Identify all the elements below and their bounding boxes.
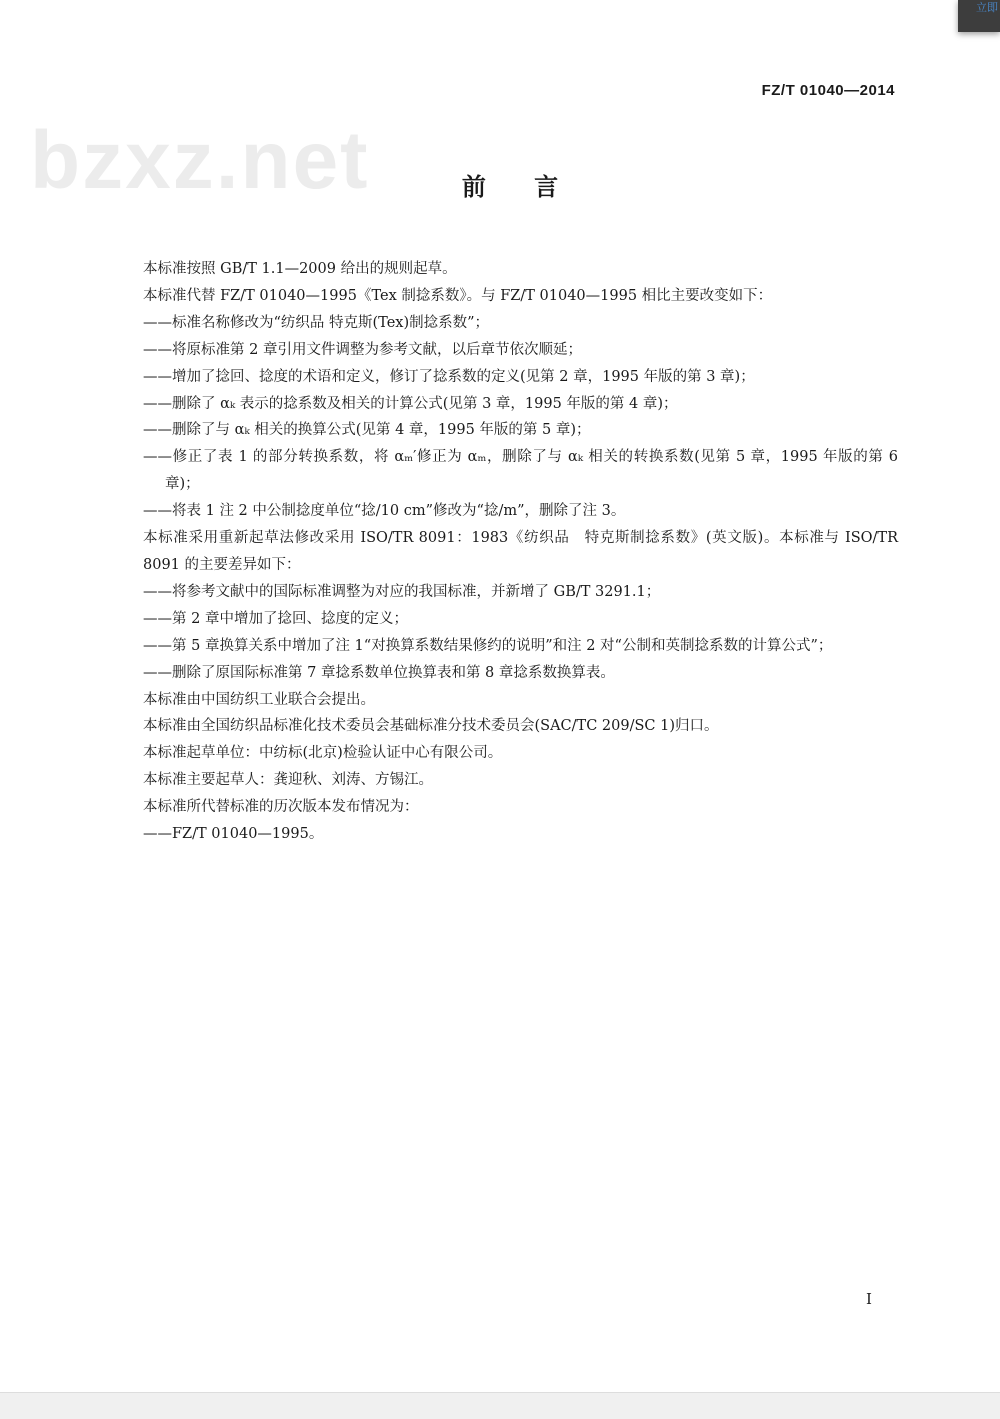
list-item: ——将原标准第 2 章引用文件调整为参考文献，以后章节依次顺延； xyxy=(143,341,582,358)
list-item: ——增加了捻回、捻度的术语和定义，修订了捻系数的定义(见第 2 章，1995 年版的第 3 章)； xyxy=(143,368,755,385)
paragraph: 本标准采用重新起草法修改采用 ISO/TR 8091：1983《纺织品 特克斯制捻系数》(英文版)。本标准与 ISO/TR 8091 的主要差异如下： xyxy=(143,530,898,573)
list-item: ——标准名称修改为“纺织品 特克斯(Tex)制捻系数”； xyxy=(143,314,490,331)
paragraph: 本标准起草单位：中纺标(北京)检验认证中心有限公司。 xyxy=(143,745,503,762)
paragraph: 本标准主要起草人：龚迎秋、刘涛、方锡江。 xyxy=(143,772,433,789)
paragraph: 本标准由中国纺织工业联合会提出。 xyxy=(143,691,375,708)
list-item: ——第 2 章中增加了捻回、捻度的定义； xyxy=(143,610,408,627)
overlay-button-label: 立即 xyxy=(976,1,998,14)
list-item: ——删除了与 αₖ 相关的换算公式(见第 4 章，1995 年版的第 5 章)； xyxy=(143,422,591,439)
paragraph: 本标准代替 FZ/T 01040—1995《Tex 制捻系数》。与 FZ/T 01040—1995 相比主要改变如下： xyxy=(143,287,773,304)
page-number: I xyxy=(866,1290,872,1308)
overlay-button[interactable] xyxy=(958,0,1000,32)
standard-code: FZ/T 01040—2014 xyxy=(761,82,895,99)
list-item: ——将表 1 注 2 中公制捻度单位“捻/10 cm”修改为“捻/m”，删除了注 3。 xyxy=(143,503,626,520)
list-item: ——删除了原国际标准第 7 章捻系数单位换算表和第 8 章捻系数换算表。 xyxy=(143,664,615,681)
list-item: ——FZ/T 01040—1995。 xyxy=(143,826,324,843)
list-item: ——修正了表 1 的部分转换系数，将 αₘ′修正为 αₘ，删除了与 αₖ 相关的转换系数(见第 5 章，1995 年版的第 6 章)； xyxy=(143,449,898,493)
document-body xyxy=(143,256,898,848)
paragraph: 本标准按照 GB/T 1.1—2009 给出的规则起草。 xyxy=(143,261,457,277)
list-item: ——删除了 αₖ 表示的捻系数及相关的计算公式(见第 3 章，1995 年版的第 4 章)； xyxy=(143,395,678,412)
page-title: 前 言 xyxy=(461,172,579,201)
list-item: ——第 5 章换算关系中增加了注 1“对换算系数结果修约的说明”和注 2 对“公制和英制捻系数的计算公式”； xyxy=(143,637,833,654)
paragraph: 本标准所代替标准的历次版本发布情况为： xyxy=(143,799,419,816)
paragraph: 本标准由全国纺织品标准化技术委员会基础标准分技术委员会(SAC/TC 209/SC 1)归口。 xyxy=(143,718,719,735)
horizontal-scrollbar[interactable] xyxy=(0,1392,1000,1419)
watermark: bzxz.net xyxy=(30,115,370,206)
list-item: ——将参考文献中的国际标准调整为对应的我国标准，并新增了 GB/T 3291.1； xyxy=(143,583,661,600)
